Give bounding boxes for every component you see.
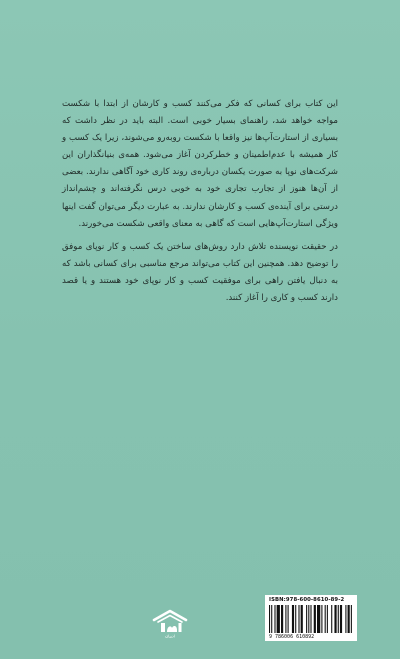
barcode-icon	[269, 605, 353, 633]
barcode-digits: 9 786006 610892	[269, 634, 353, 640]
blurb-paragraph-1: این کتاب برای کسانی که فکر می‌کنند کسب و کارشان از ابتدا با شکست مواجه خواهد شد، راهنمای بسیار خوبی است. البته باید در نظر داشت که بسیاری از استارت‌آپ‌ها نیز واقعا با شکست روبه‌رو می‌شوند، زیرا یک کسب و کار همیشه با عدم‌اطمینان و خطرکردن آغاز می‌شود. همه‌ی بنیانگذاران این شرکت‌های نوپا به صورت یکسان درباره‌ی روند کاری خود آگاهی ندارند. بعضی از آن‌ها هنوز از تجارب تجاری خود به خوبی درس نگرفته‌اند و چشم‌انداز درستی برای آینده‌ی کسب و کارشان ندارند. به عبارت دیگر می‌توان گفت اینها ویژگی استارت‌آپ‌هایی است که گاهی به معنای واقعی شکست می‌خورند.	[62, 99, 338, 229]
publisher-logo-text: ادیبان	[165, 633, 175, 638]
blurb-paragraph-2: در حقیقت نویسنده تلاش دارد روش‌های ساختن یک کسب و کار نوپای موفق را توضیح دهد. همچنین این کتاب می‌تواند مرجع مناسبی برای کسانی باشد که به دنبال یافتن راهی برای موفقیت کسب و کار نوپای خود هستند و یا قصد دارند کسب و کاری را آغاز کنند.	[62, 241, 338, 304]
isbn-text: ISBN:978-600-8610-89-2	[269, 597, 345, 603]
publisher-house-logo-icon	[151, 608, 189, 638]
publisher-logo	[151, 608, 189, 638]
blurb-text	[62, 96, 338, 313]
barcode-label	[265, 595, 357, 641]
